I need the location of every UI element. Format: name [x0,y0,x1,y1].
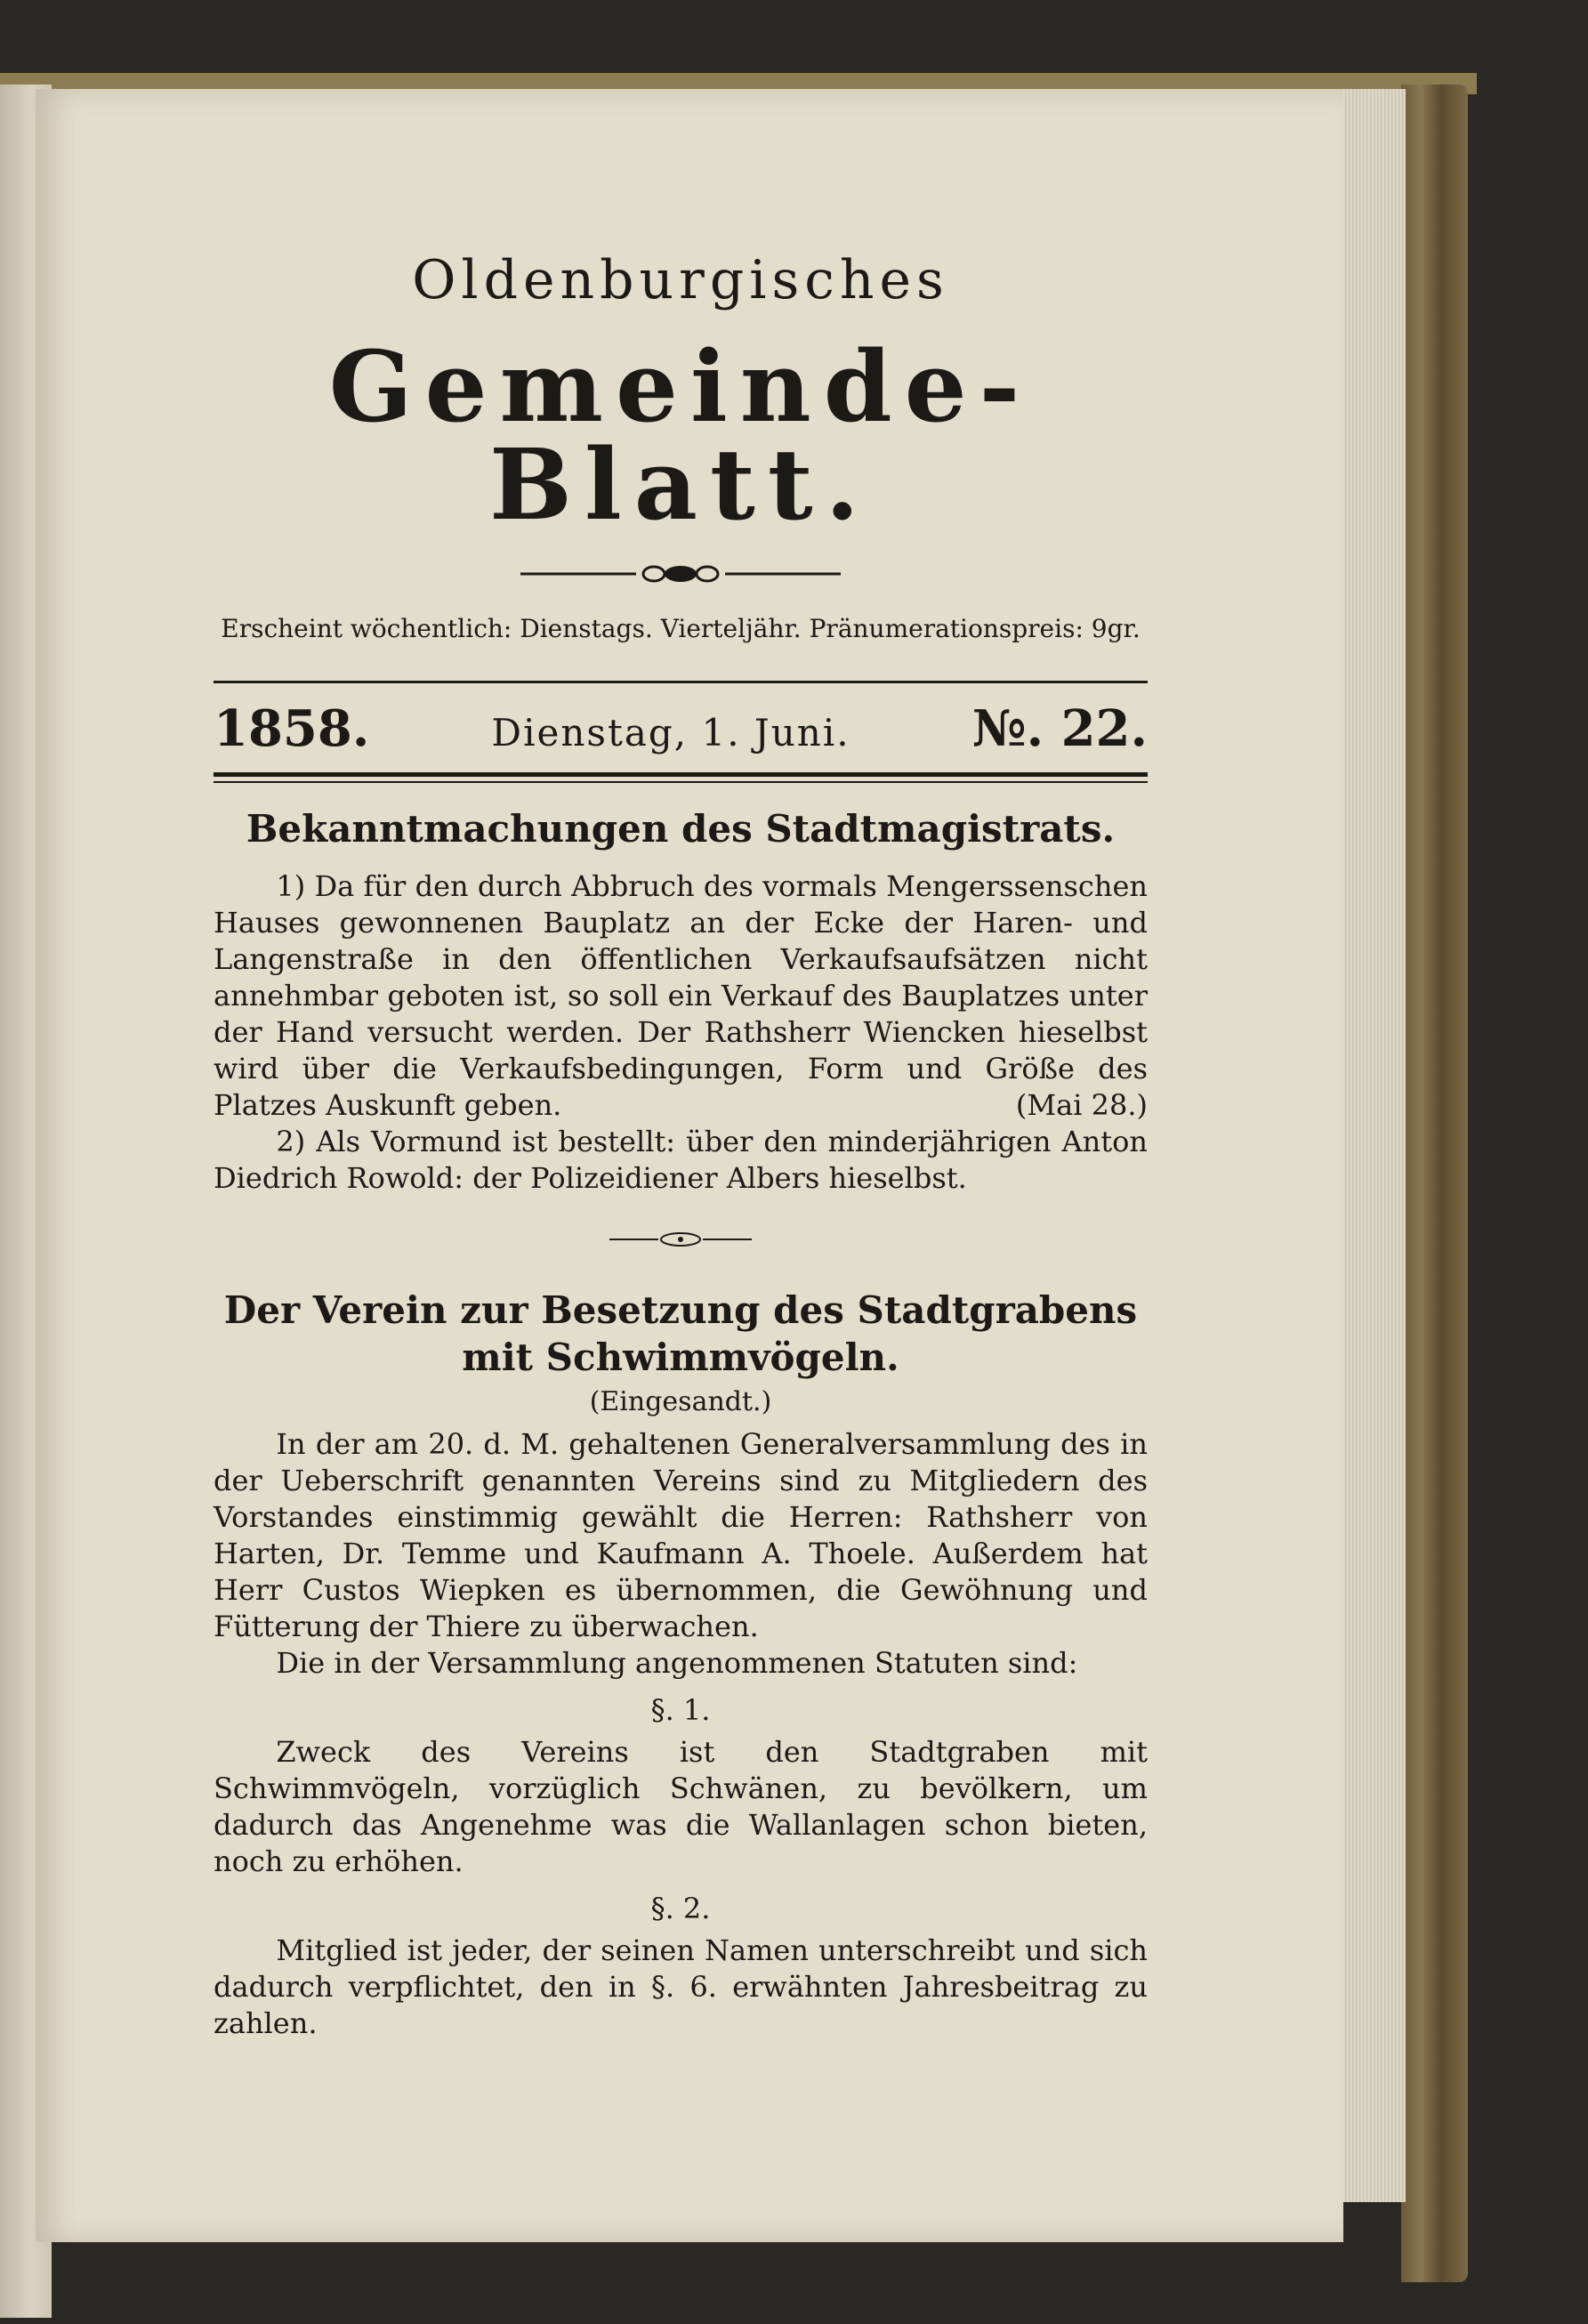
section1-para2: 2) Als Vormund ist bestellt: über den minderjährigen Anton Diedrich Rowold: der Polizeidiener Albers hieselbst. [214,1125,1148,1196]
statute-2-text: Mitglied ist jeder, der seinen Namen unterschreibt und sich dadurch verpflichtet, den in §. 6. erwähnten Jahresbeitrag zu zahlen. [214,1933,1148,2040]
masthead-ornament-icon [520,561,841,587]
section1-para1-date: (Mai 28.) [1015,1088,1148,1123]
book-cover-edge [1401,85,1468,2282]
masthead-line1: Oldenburgisches [412,249,949,311]
section2-title-line2: mit Schwimmvögeln. [462,1335,899,1379]
statute-1-text: Zweck des Vereins ist den Stadtgraben mit Schwimmvögeln, vorzüglich Schwänen, zu bevölkern, um dadurch das Angenehme was die Wallanlagen schon bieten, noch zu erhöhen. [214,1734,1148,1878]
section2-title-line1: Der Verein zur Besetzung des Stadtgrabens [223,1288,1138,1333]
page-stack-edge [1339,89,1406,2202]
page-content [214,249,1148,2042]
statute-1-label: §. 1. [650,1692,711,1727]
statute-2-label: §. 2. [650,1891,711,1925]
issue-year: 1858. [214,699,370,758]
section1-para1: 1) Da für den durch Abbruch des vormals Mengerssenschen Hauses gewonnenen Bauplatz an der Ecke der Haren- und Langenstraße in den öffentlichen Verkaufsaufsätzen nicht annehmbar geboten ist, so soll ein Verkauf des Bauplatzes unter der Hand versucht werden. Der Rathsherr Wiencken hieselbst wird über die Verkaufsbedingungen, Form und Größe des Platzes Auskunft geben. [214,869,1148,1123]
section2-para2: Die in der Versammlung angenommenen Statuten sind: [276,1645,1078,1680]
issue-number: №. 22. [971,699,1148,758]
rule-double [214,772,1148,783]
issue-date: Dienstag, 1. Juni. [491,711,850,754]
section1-title: Bekanntmachungen des Stadtmagistrats. [246,807,1116,851]
masthead-subline: Erscheint wöchentlich: Dienstags. Vierteljähr. Pränumerationspreis: 9gr. [221,614,1141,643]
section2-para1: In der am 20. d. M. gehaltenen Generalversammlung des in der Ueberschrift genannten Vereins sind zu Mitgliedern des Vorstandes einstimmig gewählt die Herren: Rathsherr von Harten, Dr. Temme und Kaufmann A. Thoele. Außerdem hat Herr Custos Wiepken es übernommen, die Gewöhnung und Fütterung der Thiere zu überwachen. [214,1426,1148,1643]
issue-line [214,683,1148,772]
section2-note: (Eingesandt.) [589,1385,772,1417]
section-divider-icon [609,1231,752,1248]
masthead-title: Gemeinde-Blatt. [328,329,1033,542]
newspaper-page [36,89,1343,2242]
